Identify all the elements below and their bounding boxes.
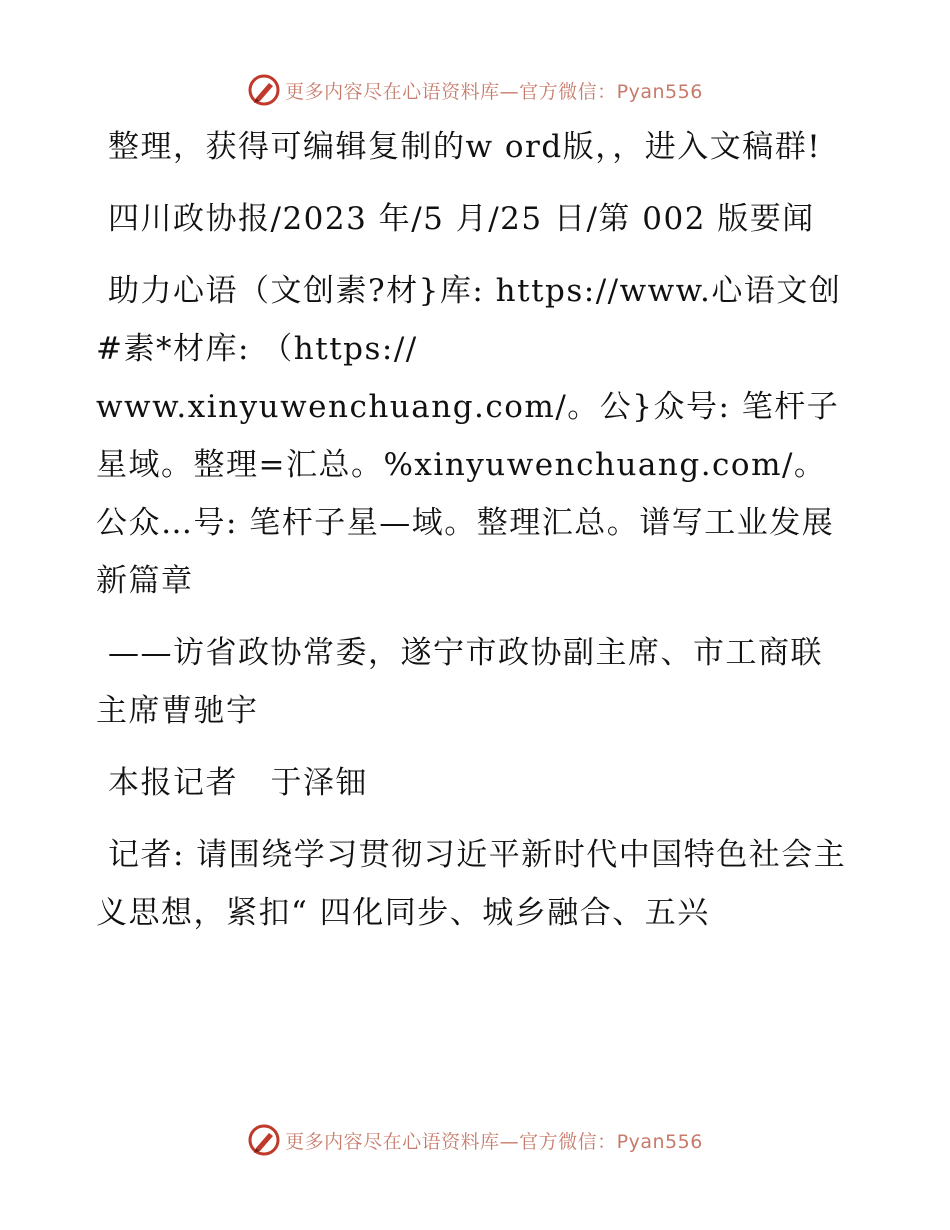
- paragraph-byline: 本报记者 于泽钿: [108, 765, 368, 801]
- footer-banner-text: 更多内容尽在心语资料库—官方微信：Pyan556: [285, 1130, 703, 1153]
- paragraph-question: 记者: 请围绕学习贯彻习近平新时代中国特色社会主义思想，紧扣“ 四化同步、城乡融合、五兴: [96, 837, 847, 931]
- paragraph-library-info: 助力心语（文创素?材}库: https://www.心语文创#素*材库: （https:// www.xinyuwenchuang.com/。公}众号: 笔杆子星域。整理=汇总。%xinyuwenchuang.com/。公众…号: 笔杆子星—域。整理汇总。谱写工业发展新篇章: [96, 273, 842, 599]
- document-body: [96, 118, 852, 956]
- paragraph-subtitle: ——访省政协常委，遂宁市政协副主席、市工商联主席曹驰宇: [96, 635, 823, 729]
- header-banner-text: 更多内容尽在心语资料库—官方微信：Pyan556: [285, 80, 703, 103]
- pen-logo-icon: [247, 73, 281, 107]
- footer-banner: [0, 1120, 950, 1160]
- pen-logo-icon: [247, 1123, 281, 1157]
- paragraph-intro: 整理，获得可编辑复制的w ord版，，进入文稿群!: [108, 129, 822, 165]
- paragraph-source: 四川政协报/2023 年/5 月/25 日/第 002 版要闻: [108, 201, 815, 237]
- header-banner: [0, 70, 950, 110]
